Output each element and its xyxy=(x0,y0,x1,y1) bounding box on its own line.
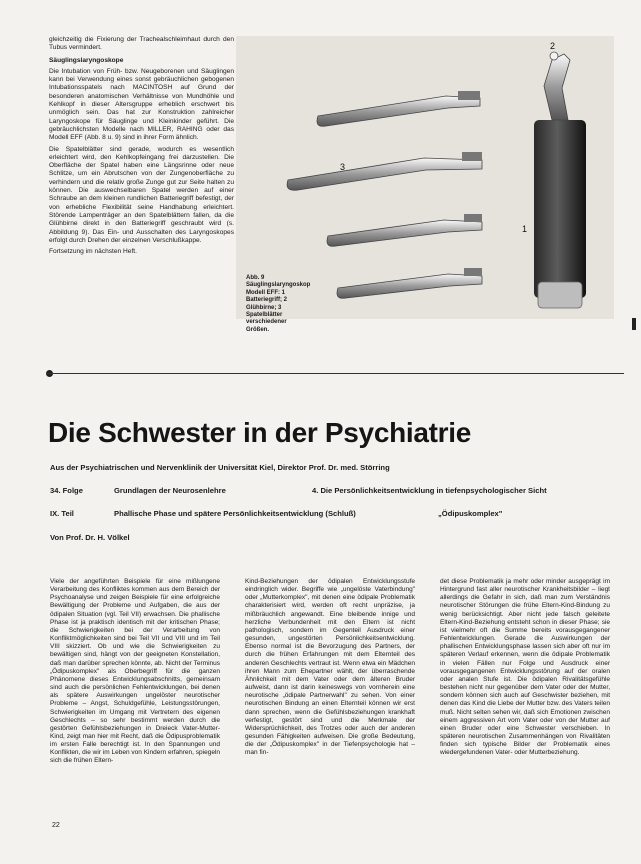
body-column-2-text: Kind-Beziehungen der ödipalen Entwicklungsstufe eindringlich wider. Begriffe wie „ungelöste Vaterbindung" oder „Mutterkomplex", mit denen eine ödipale Problematik charakterisiert wird, werden oft recht unpräzise, ja mißbräuchlich angewandt. Eine bleibende innige und herzliche Verbundenheit mit den Eltern ist nicht pathologisch, sondern im Gegenteil Ausdruck einer gesunden, ungestörten Persönlichkeitsentwicklung. Ebenso normal ist die Bevorzugung des Partners, der durch die frühen Erfahrungen mit dem Elternteil des anderen Geschlechts vertraut ist. Wenn etwa ein Mädchen ihren Mann zum Ehepartner wählt, der überraschende Ähnlichkeit mit dem Vater oder dem älteren Bruder aufweist, dann ist darin keineswegs von vornherein eine neurotische „ödipale Partnerwahl" zu sehen. Von einer neurotischen Bindung an einen Elternteil können wir erst dann sprechen, wenn die Gefühlsbeziehungen krankhaft verfestigt, gestört sind und die Merkmale der Widersprüchlichkeit, des Trotzes oder auch der anderen gesunden Fähigkeiten aufweisen. Die große Bedeutung, die der „Ödipuskomplex" in der Tiefenpsychologie hat – man fin- xyxy=(245,578,415,757)
edge-mark xyxy=(632,318,636,330)
blade-medium-hinge xyxy=(462,152,482,161)
article-series: 34. Folge xyxy=(50,486,83,495)
body-column-2 xyxy=(245,578,415,757)
top-text-column xyxy=(49,36,234,259)
body-column-1 xyxy=(50,578,220,766)
body-column-3 xyxy=(440,578,610,757)
article-chapter: 4. Die Persönlichkeitsentwicklung in tiefenpsychologischer Sicht xyxy=(312,486,547,495)
section-divider xyxy=(46,373,624,374)
blade-smallest xyxy=(337,274,482,298)
body-column-3-text: det diese Problematik ja mehr oder minder ausgeprägt im Hintergrund fast aller neurotischer Krankheitsbilder – liegt allerdings die Gefahr in sich, daß man zum Verständnis neurotischer Störungen die frühe Eltern-Kind-Bindung zu wenig berücksichtigt. Aber nicht jede falsch geleitete Eltern-Kind-Beziehung entsteht schon in dieser Phase; sie ist vielmehr oft die Summe bereits vorausgegangener Fehlentwicklungen. Gerade die Auswirkungen der phallischen Entwicklungsphase lassen sich aber oft nur im späteren Verlauf erkennen, wenn die ödipale Problematik in vielen Fällen nur Folge und Ausdruck einer vorausgegangenen Entwicklungsstörung auf der oralen oder analen Stufe ist. Die ödipalen Rivalitätsgefühle bestehen nicht nur gegenüber dem Vater oder der Mutter, sondern können sich auch auf Geschwister beziehen, mit denen das Kind die Liebe der Mutter bzw. des Vaters teilen muß. Nicht selten sehen wir, daß sich Emotionen zwischen einem aggressiven Art vom Vater oder von der Mutter auf einen Bruder oder eine Schwester verschieben. In späteren neurotischen Zusammenhängen von Rivalitäten finden sich typische Bilder der Problematik eines wiedergefundenen Vater- oder Mutterbeziehung. xyxy=(440,578,610,757)
photo-label-1: 1 xyxy=(522,224,528,234)
blade-large xyxy=(317,96,480,126)
blade-small-hinge xyxy=(464,214,482,222)
blade-small xyxy=(327,220,482,246)
page-number: 22 xyxy=(52,822,60,829)
article-affiliation: Aus der Psychiatrischen und Nervenklinik der Universität Kiel, Direktor Prof. Dr. med. Störring xyxy=(50,463,390,472)
blade-smallest-hinge xyxy=(464,268,482,276)
paragraph-2: Die Spatelblätter sind gerade, wodurch es wesentlich erleichtert wird, den Kehlkopfeingang frei darzustellen. Die Oberfläche der Spatel haben eine Längsrinne oder neue Schlitze, um ein Abrutschen von der Zungenoberfläche zu verhindern und die relativ große Zunge gut zur Seite halten zu können. Die auswechselbaren Spatel werden auf einer Schraube an dem kleinen rundlichen Batteriegriff befestigt, der von erhebliche Flexibilität seine Handhabung erleichtert. Störende Lampenträger an den Spatelblättern fallen, da die Glühbirne direkt in den Batteriegriff geschraubt wird (s. Abbildung 9). Das Ein- und Ausschalten des Laryngoskopes erfolgt durch Drehen der einzelnen Verschlußkappe. xyxy=(49,145,234,244)
battery-handle xyxy=(534,120,586,298)
photo-label-2: 2 xyxy=(550,41,556,51)
lamp-head xyxy=(544,54,570,120)
article-author: Von Prof. Dr. H. Völkel xyxy=(50,533,130,542)
article-part: IX. Teil xyxy=(50,509,74,518)
figure-caption: Abb. 9 Säuglingslaryngoskop Modell EFF: 1 Batteriegriff; 2 Glühbirne; 3 Spatelblätter verschiedener Größen. xyxy=(246,275,311,333)
paragraph-1: Die Intubation von Früh- bzw. Neugeborenen und Säuglingen kann bei Verwendung eines sonst gebräuchlichen gebogenen Intubationsspatels nach MACINTOSH auf Grund der besonderen anatomischen Verhältnisse von Mundhöhle und Kehlkopf in dieser Altersgruppe erheblich erschwert bis unmöglich sein. Das hat zur Konstruktion zahlreicher Laryngoskope für Säuglinge und Kleinkinder geführt. Die gebräuchlichsten Modelle nach MILLER, RAHING oder das Modell EFF (Abb. 8 u. 9) sind in ihrer Form ähnlich. xyxy=(49,67,234,142)
article-series-title: Grundlagen der Neurosenlehre xyxy=(114,486,226,495)
article-part-title: Phallische Phase und spätere Persönlichkeitsentwicklung (Schluß) xyxy=(114,509,356,518)
handle-cap xyxy=(538,282,582,308)
intro-text: gleichzeitig die Fixierung der Trachealschleimhaut durch den Tubus vermindert. xyxy=(49,36,234,52)
article-keyword: „Ödipuskomplex" xyxy=(438,509,503,518)
article-title: Die Schwester in der Psychiatrie xyxy=(48,417,472,448)
bulb-icon xyxy=(550,52,558,60)
section-heading: Säuglingslaryngoskope xyxy=(49,56,124,64)
blade-large-hinge xyxy=(458,91,480,100)
continued-note: Fortsetzung im nächsten Heft. xyxy=(49,248,137,256)
blade-medium xyxy=(287,158,482,190)
body-column-1-text: Viele der angeführten Beispiele für eine mißlungene Verarbeitung des Konfliktes kommen aus dem Bereich der Psychoanalyse und zeigen Beispiele für eine erfolgreiche Bewältigung der Probleme und Aufgaben, die aus der ödipalen Situation (vgl. Teil VII) erwachsen. Die phallische Phase ist ja praktisch identisch mit der kritischen Phase; die Schwierigkeiten bei der Verarbeitung von Konfliktmöglichkeiten sind bei Teil VII und VIII und im Teil VIII skizziert. Ob und wie die Schwierigkeiten zu bewältigen sind, hängt von der geeigneten Konstellation, daß man darüber sprechen könnte, ab. Nicht der Terminus „Ödipuskomplex" als Oberbegriff für die ganzen Phänomene dieses Entwicklungsabschnitts, gemeinsam sind auch die persönlichen Fehlentwicklungen, bei denen als spätere Auswirkungen ungelöster neurotischer Probleme – Angst, Schuldgefühle, Leistungsstörungen, Schwierigkeiten im Umgang mit Vertretern des eigenen Geschlechts – so sehr bestimmt werden durch die gestörten Gefühlsbeziehungen in Dreieck Vater-Mutter-Kind, zeigt man hier mit Recht, daß die Ödipusproblematik im ersten Falle berechtigt ist. In den Spannungen und Konflikten, die wir im Leben von Kindern erfahren, spiegeln sich die frühen Eltern- xyxy=(50,578,220,765)
photo-label-3: 3 xyxy=(340,162,346,172)
